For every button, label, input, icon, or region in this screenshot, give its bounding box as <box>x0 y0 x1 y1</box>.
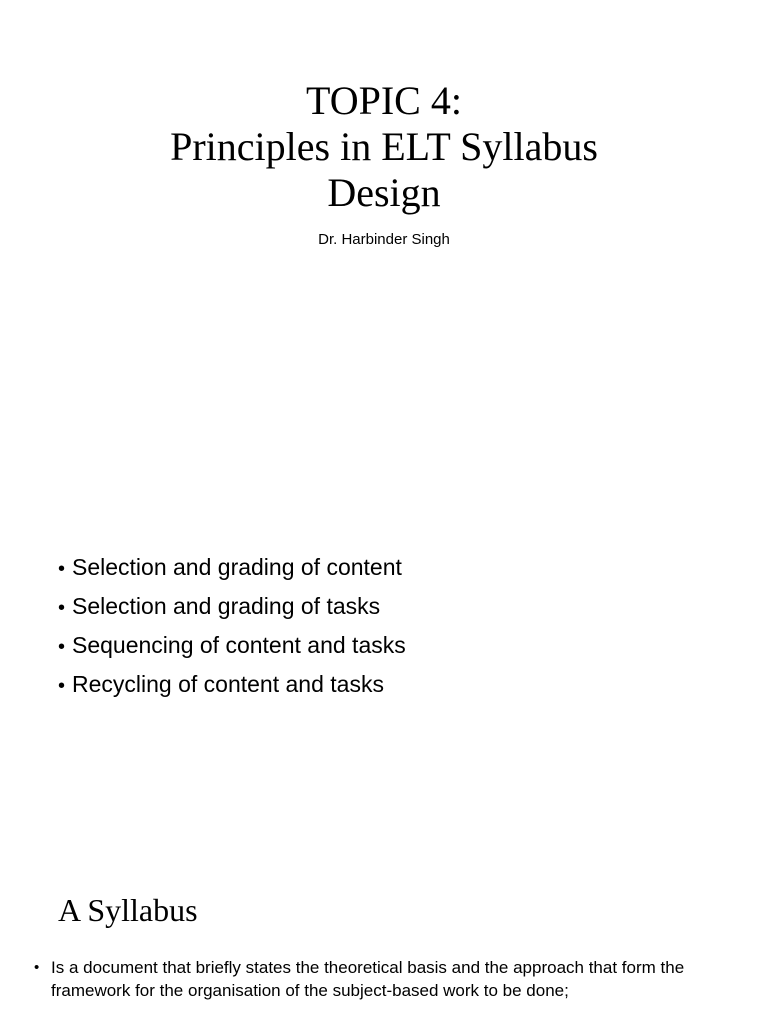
list-item <box>58 626 406 665</box>
slide-heading: A Syllabus <box>58 892 198 928</box>
slide-title <box>0 0 768 300</box>
list-item <box>58 587 406 626</box>
principles-list <box>58 548 406 704</box>
bullet-icon: • <box>58 675 66 697</box>
slide-title-heading <box>0 78 768 216</box>
title-line: Design <box>327 170 441 215</box>
list-item <box>58 548 406 587</box>
bullet-icon: • <box>58 597 66 619</box>
list-item <box>34 956 734 1002</box>
list-item-text: Selection and grading of content <box>72 554 402 580</box>
bullet-icon: • <box>34 959 40 976</box>
list-item-text: Sequencing of content and tasks <box>72 632 406 658</box>
list-item <box>58 665 406 704</box>
syllabus-definition-list <box>34 956 734 1002</box>
list-item-text: Selection and grading of tasks <box>72 593 381 619</box>
title-line: TOPIC 4: <box>306 78 462 123</box>
slide-principles <box>0 300 768 860</box>
author-subtitle: Dr. Harbinder Singh <box>318 231 450 248</box>
slide-a-syllabus <box>0 860 768 1024</box>
list-item-text: Recycling of content and tasks <box>72 671 384 697</box>
list-item-text: Is a document that briefly states the theoretical basis and the approach that form the framework for the organisation of the subject-based work to be done; <box>51 958 685 1000</box>
bullet-icon: • <box>58 636 66 658</box>
bullet-icon: • <box>58 558 66 580</box>
title-line: Principles in ELT Syllabus <box>170 124 598 169</box>
